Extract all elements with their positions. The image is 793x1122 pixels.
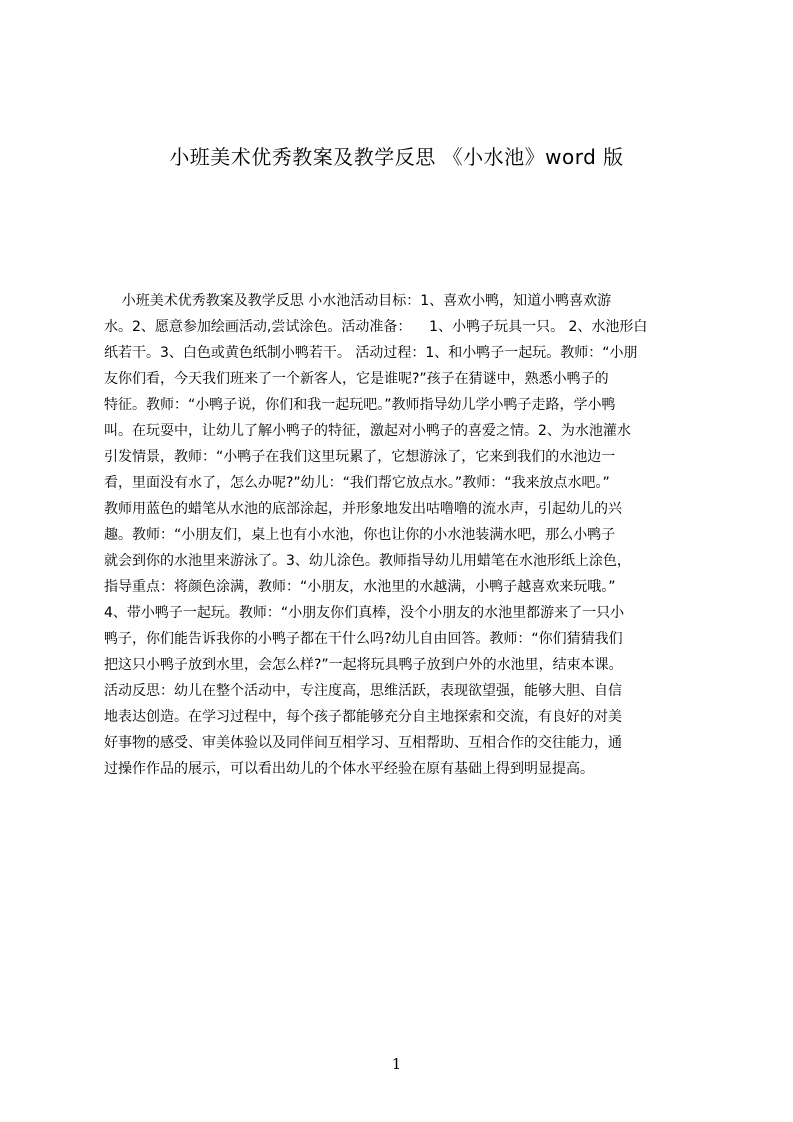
body-line: 趣。教师：“小朋友们，桌上也有小水池，你也让你的小水池装满水吧，那么小鸭子	[104, 527, 616, 543]
body-line: 教师用蓝色的蜡笔从水池的底部涂起，并形象地发出咕噜噜的流水声，引起幼儿的兴	[104, 501, 622, 517]
body-line: 引发情景，教师：“小鸭子在我们这里玩累了，它想游泳了，它来到我们的水池边一	[104, 449, 616, 465]
page-number: 1	[391, 1055, 402, 1073]
body-line: 水。2、愿意参加绘画活动,尝试涂色。活动准备： 1、小鸭子玩具一只。 2、水池形白	[104, 319, 648, 335]
body-line: 小班美术优秀教案及教学反思 小水池活动目标：1、喜欢小鸭，知道小鸭喜欢游	[104, 293, 612, 309]
body-line: 4、带小鸭子一起玩。教师：“小朋友你们真棒，没个小朋友的水池里都游来了一只小	[104, 605, 625, 621]
body-line: 过操作作品的展示，可以看出幼儿的个体水平经验在原有基础上得到明显提高。	[104, 761, 594, 777]
body-line: 地表达创造。在学习过程中，每个孩子都能够充分自主地探索和交流，有良好的对美	[104, 709, 622, 725]
body-line: 把这只小鸭子放到水里，会怎么样?”一起将玩具鸭子放到户外的水池里，结束本课。	[104, 657, 623, 673]
body-line: 鸭子，你们能告诉我你的小鸭子都在干什么吗?幼儿自由回答。教师：“你们猜猜我们	[104, 631, 623, 647]
document-title: 小班美术优秀教案及教学反思 《小水池》word 版	[169, 145, 624, 169]
body-line: 好事物的感受、审美体验以及同伴间互相学习、互相帮助、互相合作的交往能力，通	[104, 735, 622, 751]
body-line: 特征。教师：“小鸭子说，你们和我一起玩吧。”教师指导幼儿学小鸭子走路，学小鸭	[104, 397, 616, 413]
body-line: 活动反思：幼儿在整个活动中，专注度高，思维活跃，表现欲望强，能够大胆、自信	[104, 683, 622, 699]
body-line: 友你们看，今天我们班来了一个新客人，它是谁呢?”孩子在猜谜中，熟悉小鸭子的	[104, 371, 609, 387]
body-line: 纸若干。3、白色或黄色纸制小鸭若干。 活动过程：1、和小鸭子一起玩。教师：“小朋	[104, 345, 638, 361]
body-line: 就会到你的水池里来游泳了。3、幼儿涂色。教师指导幼儿用蜡笔在水池形纸上涂色，	[104, 553, 631, 569]
body-line: 指导重点：将颜色涂满，教师：“小朋友，水池里的水越满，小鸭子越喜欢来玩哦。”	[104, 579, 616, 595]
document-body	[104, 288, 698, 782]
body-line: 叫。在玩耍中，让幼儿了解小鸭子的特征，激起对小鸭子的喜爱之情。2、为水池灌水	[104, 423, 631, 439]
body-line: 看，里面没有水了，怎么办呢?”幼儿：“我们帮它放点水。”教师：“我来放点水吧。”	[104, 475, 610, 491]
